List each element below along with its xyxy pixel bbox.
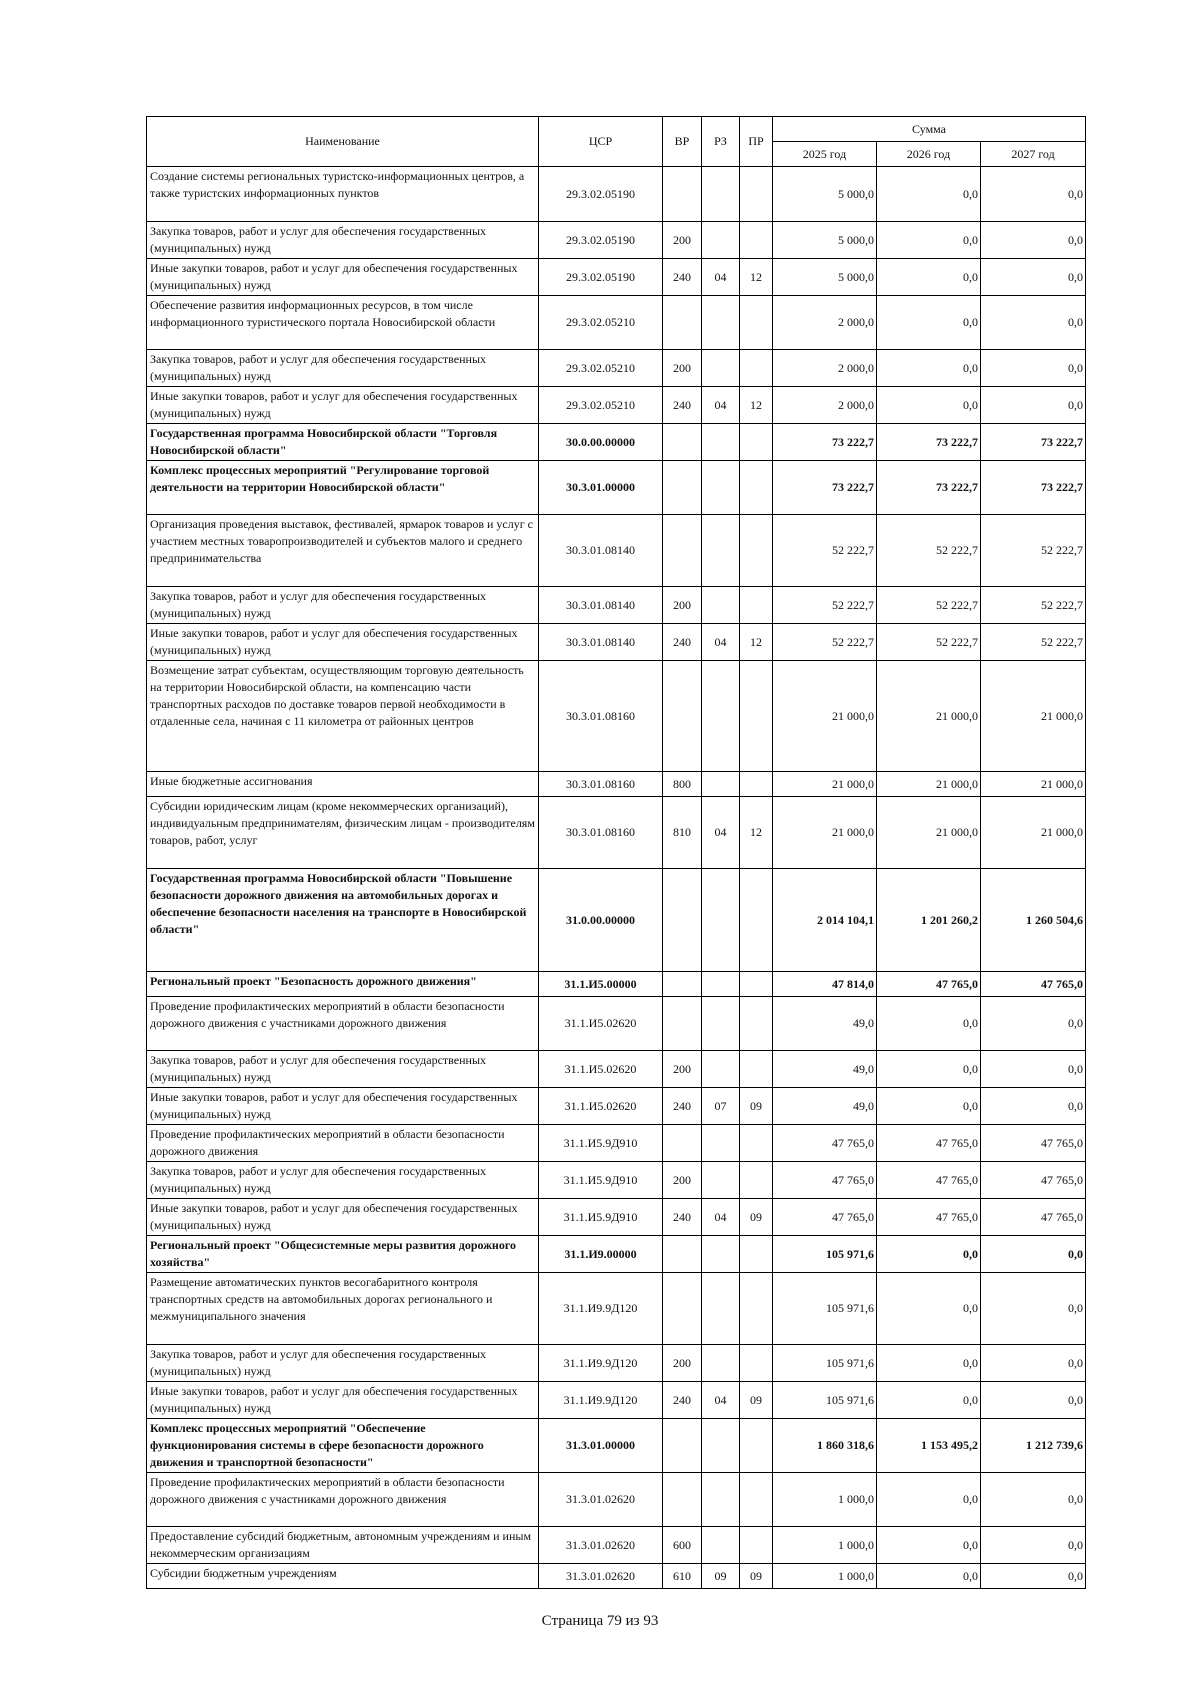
row-sum-2025: 47 765,0 <box>773 1125 877 1162</box>
row-sum-2025: 1 000,0 <box>773 1473 877 1527</box>
row-pr: 09 <box>740 1199 773 1236</box>
table-row <box>147 772 1086 797</box>
row-rz: 07 <box>702 1088 740 1125</box>
row-csr: 31.3.01.02620 <box>539 1527 663 1564</box>
row-sum-2026: 0,0 <box>877 1088 981 1125</box>
row-rz <box>702 972 740 997</box>
row-pr <box>740 997 773 1051</box>
row-pr <box>740 661 773 772</box>
row-pr <box>740 350 773 387</box>
row-sum-2025: 5 000,0 <box>773 259 877 296</box>
row-csr: 29.3.02.05190 <box>539 259 663 296</box>
row-sum-2027: 0,0 <box>981 997 1086 1051</box>
row-rz <box>702 461 740 515</box>
row-vr <box>663 461 702 515</box>
row-sum-2025: 52 222,7 <box>773 587 877 624</box>
row-pr <box>740 1473 773 1527</box>
row-pr <box>740 972 773 997</box>
row-csr: 29.3.02.05210 <box>539 296 663 350</box>
row-sum-2027: 0,0 <box>981 1564 1086 1589</box>
table-row <box>147 869 1086 972</box>
row-pr: 12 <box>740 624 773 661</box>
row-rz: 04 <box>702 797 740 869</box>
row-name: Проведение профилактических мероприятий в области безопасности дорожного движения с участниками дорожного движения <box>147 997 539 1051</box>
row-sum-2027: 0,0 <box>981 296 1086 350</box>
row-sum-2026: 0,0 <box>877 1527 981 1564</box>
row-pr: 09 <box>740 1564 773 1589</box>
row-vr <box>663 1273 702 1345</box>
row-name: Закупка товаров, работ и услуг для обеспечения государственных (муниципальных) нужд <box>147 1162 539 1199</box>
row-csr: 29.3.02.05190 <box>539 222 663 259</box>
row-name: Иные закупки товаров, работ и услуг для обеспечения государственных (муниципальных) нужд <box>147 1382 539 1419</box>
table-row <box>147 1382 1086 1419</box>
row-name: Возмещение затрат субъектам, осуществляющим торговую деятельность на территории Новосибирской области, на компенсацию части транспортных расходов по доставке товаров первой необходимости в отдаленные села, начиная с 11 километра от районных центров <box>147 661 539 772</box>
row-pr: 12 <box>740 797 773 869</box>
row-csr: 30.3.01.08160 <box>539 772 663 797</box>
budget-table-container <box>146 116 1085 1589</box>
row-sum-2027: 0,0 <box>981 1345 1086 1382</box>
row-sum-2027: 0,0 <box>981 387 1086 424</box>
row-sum-2027: 21 000,0 <box>981 797 1086 869</box>
row-sum-2025: 1 000,0 <box>773 1527 877 1564</box>
row-sum-2027: 0,0 <box>981 1527 1086 1564</box>
row-vr: 200 <box>663 1345 702 1382</box>
row-sum-2025: 73 222,7 <box>773 461 877 515</box>
row-sum-2025: 49,0 <box>773 1051 877 1088</box>
table-row <box>147 1473 1086 1527</box>
row-sum-2027: 21 000,0 <box>981 661 1086 772</box>
row-rz <box>702 1125 740 1162</box>
row-csr: 29.3.02.05190 <box>539 167 663 222</box>
row-name: Иные закупки товаров, работ и услуг для обеспечения государственных (муниципальных) нужд <box>147 624 539 661</box>
row-sum-2027: 1 260 504,6 <box>981 869 1086 972</box>
header-pr: ПР <box>740 117 773 167</box>
row-sum-2026: 0,0 <box>877 1345 981 1382</box>
row-sum-2025: 73 222,7 <box>773 424 877 461</box>
row-pr <box>740 1273 773 1345</box>
row-rz <box>702 1051 740 1088</box>
row-sum-2025: 2 000,0 <box>773 350 877 387</box>
row-csr: 31.1.И9.00000 <box>539 1236 663 1273</box>
row-rz <box>702 1162 740 1199</box>
row-sum-2026: 0,0 <box>877 1473 981 1527</box>
row-sum-2027: 0,0 <box>981 1051 1086 1088</box>
row-vr <box>663 972 702 997</box>
row-sum-2027: 52 222,7 <box>981 515 1086 587</box>
row-pr: 12 <box>740 387 773 424</box>
row-vr <box>663 1125 702 1162</box>
row-sum-2026: 52 222,7 <box>877 515 981 587</box>
row-vr: 810 <box>663 797 702 869</box>
row-pr <box>740 1051 773 1088</box>
row-rz <box>702 1236 740 1273</box>
row-pr: 12 <box>740 259 773 296</box>
row-name: Иные закупки товаров, работ и услуг для обеспечения государственных (муниципальных) нужд <box>147 259 539 296</box>
row-rz <box>702 772 740 797</box>
row-vr: 600 <box>663 1527 702 1564</box>
row-csr: 30.0.00.00000 <box>539 424 663 461</box>
row-sum-2025: 21 000,0 <box>773 797 877 869</box>
row-vr: 200 <box>663 350 702 387</box>
row-sum-2025: 49,0 <box>773 1088 877 1125</box>
row-sum-2026: 0,0 <box>877 387 981 424</box>
row-vr: 240 <box>663 1199 702 1236</box>
row-sum-2025: 105 971,6 <box>773 1382 877 1419</box>
row-sum-2027: 1 212 739,6 <box>981 1419 1086 1473</box>
row-name: Закупка товаров, работ и услуг для обеспечения государственных (муниципальных) нужд <box>147 1051 539 1088</box>
table-row <box>147 587 1086 624</box>
row-vr <box>663 997 702 1051</box>
row-name: Организация проведения выставок, фестивалей, ярмарок товаров и услуг с участием местных товаропроизводителей и субъектов малого и среднего предпринимательства <box>147 515 539 587</box>
row-pr <box>740 869 773 972</box>
row-sum-2025: 52 222,7 <box>773 624 877 661</box>
row-sum-2025: 47 765,0 <box>773 1199 877 1236</box>
row-csr: 31.1.И5.9Д910 <box>539 1125 663 1162</box>
row-vr <box>663 515 702 587</box>
table-row <box>147 1527 1086 1564</box>
row-csr: 31.1.И9.9Д120 <box>539 1273 663 1345</box>
page-number: Страница 79 из 93 <box>541 1613 659 1629</box>
row-vr: 240 <box>663 1382 702 1419</box>
row-vr <box>663 1473 702 1527</box>
row-sum-2025: 105 971,6 <box>773 1345 877 1382</box>
row-sum-2025: 47 814,0 <box>773 972 877 997</box>
row-vr: 200 <box>663 1162 702 1199</box>
table-row <box>147 1162 1086 1199</box>
row-sum-2025: 52 222,7 <box>773 515 877 587</box>
row-name: Иные закупки товаров, работ и услуг для обеспечения государственных (муниципальных) нужд <box>147 1199 539 1236</box>
row-rz: 04 <box>702 259 740 296</box>
row-name: Комплекс процессных мероприятий "Обеспечение функционирования системы в сфере безопасности дорожного движения и транспортной безопасности" <box>147 1419 539 1473</box>
row-sum-2027: 52 222,7 <box>981 587 1086 624</box>
row-rz <box>702 1473 740 1527</box>
row-pr <box>740 1419 773 1473</box>
row-sum-2026: 0,0 <box>877 1564 981 1589</box>
row-csr: 31.3.01.00000 <box>539 1419 663 1473</box>
row-sum-2025: 105 971,6 <box>773 1273 877 1345</box>
row-sum-2027: 73 222,7 <box>981 461 1086 515</box>
row-sum-2025: 1 860 318,6 <box>773 1419 877 1473</box>
row-csr: 31.1.И5.9Д910 <box>539 1199 663 1236</box>
row-rz <box>702 997 740 1051</box>
header-year-2025: 2025 год <box>773 142 877 167</box>
row-rz <box>702 350 740 387</box>
row-pr <box>740 1162 773 1199</box>
row-rz: 04 <box>702 624 740 661</box>
row-sum-2025: 5 000,0 <box>773 222 877 259</box>
row-sum-2026: 1 153 495,2 <box>877 1419 981 1473</box>
row-rz: 04 <box>702 1382 740 1419</box>
row-sum-2026: 0,0 <box>877 997 981 1051</box>
table-row <box>147 350 1086 387</box>
row-name: Размещение автоматических пунктов весогабаритного контроля транспортных средств на автомобильных дорогах регионального и межмуниципального значения <box>147 1273 539 1345</box>
row-sum-2027: 52 222,7 <box>981 624 1086 661</box>
row-vr: 610 <box>663 1564 702 1589</box>
row-csr: 31.3.01.02620 <box>539 1564 663 1589</box>
row-pr <box>740 461 773 515</box>
row-rz <box>702 1419 740 1473</box>
row-sum-2027: 0,0 <box>981 1382 1086 1419</box>
header-year-2026: 2026 год <box>877 142 981 167</box>
table-row <box>147 661 1086 772</box>
row-pr <box>740 772 773 797</box>
row-rz <box>702 869 740 972</box>
row-name: Предоставление субсидий бюджетным, автономным учреждениям и иным некоммерческим организациям <box>147 1527 539 1564</box>
row-sum-2025: 21 000,0 <box>773 772 877 797</box>
row-csr: 30.3.01.08140 <box>539 515 663 587</box>
table-row <box>147 1199 1086 1236</box>
row-pr: 09 <box>740 1088 773 1125</box>
row-name: Закупка товаров, работ и услуг для обеспечения государственных (муниципальных) нужд <box>147 587 539 624</box>
row-pr <box>740 1236 773 1273</box>
row-vr <box>663 1419 702 1473</box>
table-row <box>147 1125 1086 1162</box>
table-row <box>147 1236 1086 1273</box>
row-name: Государственная программа Новосибирской области "Повышение безопасности дорожного движения на автомобильных дорогах и обеспечение безопасности населения на транспорте в Новосибирской области" <box>147 869 539 972</box>
row-csr: 29.3.02.05210 <box>539 387 663 424</box>
row-sum-2026: 21 000,0 <box>877 772 981 797</box>
row-sum-2027: 47 765,0 <box>981 1125 1086 1162</box>
row-csr: 30.3.01.08140 <box>539 587 663 624</box>
row-vr: 200 <box>663 222 702 259</box>
row-rz <box>702 587 740 624</box>
row-vr <box>663 424 702 461</box>
row-rz <box>702 296 740 350</box>
table-row <box>147 972 1086 997</box>
row-vr: 240 <box>663 624 702 661</box>
row-csr: 31.1.И9.9Д120 <box>539 1382 663 1419</box>
row-csr: 31.1.И9.9Д120 <box>539 1345 663 1382</box>
table-body <box>147 167 1086 1589</box>
row-sum-2027: 47 765,0 <box>981 1199 1086 1236</box>
row-csr: 30.3.01.08140 <box>539 624 663 661</box>
row-csr: 31.1.И5.02620 <box>539 1088 663 1125</box>
row-sum-2027: 0,0 <box>981 1473 1086 1527</box>
row-csr: 31.0.00.00000 <box>539 869 663 972</box>
row-csr: 31.3.01.02620 <box>539 1473 663 1527</box>
row-sum-2027: 73 222,7 <box>981 424 1086 461</box>
row-sum-2027: 0,0 <box>981 350 1086 387</box>
row-sum-2025: 2 000,0 <box>773 387 877 424</box>
table-header <box>147 117 1086 167</box>
row-name: Комплекс процессных мероприятий "Регулирование торговой деятельности на территории Новосибирской области" <box>147 461 539 515</box>
row-csr: 30.3.01.08160 <box>539 797 663 869</box>
row-sum-2026: 73 222,7 <box>877 424 981 461</box>
table-row <box>147 797 1086 869</box>
row-pr <box>740 296 773 350</box>
row-rz <box>702 167 740 222</box>
row-name: Закупка товаров, работ и услуг для обеспечения государственных (муниципальных) нужд <box>147 350 539 387</box>
row-rz <box>702 222 740 259</box>
header-csr: ЦСР <box>539 117 663 167</box>
row-vr <box>663 167 702 222</box>
row-sum-2027: 47 765,0 <box>981 972 1086 997</box>
row-rz <box>702 1273 740 1345</box>
table-row <box>147 461 1086 515</box>
row-name: Закупка товаров, работ и услуг для обеспечения государственных (муниципальных) нужд <box>147 222 539 259</box>
row-sum-2027: 0,0 <box>981 222 1086 259</box>
row-vr <box>663 661 702 772</box>
row-csr: 31.1.И5.9Д910 <box>539 1162 663 1199</box>
row-csr: 29.3.02.05210 <box>539 350 663 387</box>
row-sum-2025: 2 014 104,1 <box>773 869 877 972</box>
row-vr <box>663 1236 702 1273</box>
header-name: Наименование <box>147 117 539 167</box>
table-row <box>147 515 1086 587</box>
row-vr: 240 <box>663 387 702 424</box>
row-sum-2026: 47 765,0 <box>877 1199 981 1236</box>
header-sum: Сумма <box>773 117 1086 142</box>
row-name: Региональный проект "Безопасность дорожного движения" <box>147 972 539 997</box>
row-csr: 31.1.И5.00000 <box>539 972 663 997</box>
table-row <box>147 296 1086 350</box>
row-sum-2027: 0,0 <box>981 167 1086 222</box>
row-name: Проведение профилактических мероприятий в области безопасности дорожного движения с участниками дорожного движения <box>147 1473 539 1527</box>
row-sum-2025: 47 765,0 <box>773 1162 877 1199</box>
row-sum-2026: 52 222,7 <box>877 624 981 661</box>
row-sum-2026: 21 000,0 <box>877 797 981 869</box>
row-csr: 31.1.И5.02620 <box>539 1051 663 1088</box>
row-sum-2027: 21 000,0 <box>981 772 1086 797</box>
table-row <box>147 997 1086 1051</box>
row-sum-2026: 52 222,7 <box>877 587 981 624</box>
row-sum-2026: 21 000,0 <box>877 661 981 772</box>
row-sum-2027: 0,0 <box>981 1088 1086 1125</box>
row-vr <box>663 869 702 972</box>
row-vr: 200 <box>663 1051 702 1088</box>
row-sum-2025: 2 000,0 <box>773 296 877 350</box>
row-sum-2025: 5 000,0 <box>773 167 877 222</box>
row-sum-2027: 0,0 <box>981 259 1086 296</box>
row-rz <box>702 515 740 587</box>
row-vr: 800 <box>663 772 702 797</box>
row-rz <box>702 1527 740 1564</box>
row-name: Иные бюджетные ассигнования <box>147 772 539 797</box>
row-sum-2026: 47 765,0 <box>877 1125 981 1162</box>
row-name: Субсидии юридическим лицам (кроме некоммерческих организаций), индивидуальным предпринимателям, физическим лицам - производителям товаров, работ, услуг <box>147 797 539 869</box>
row-sum-2026: 47 765,0 <box>877 1162 981 1199</box>
table-row <box>147 222 1086 259</box>
table-row <box>147 1088 1086 1125</box>
table-row <box>147 1345 1086 1382</box>
row-sum-2025: 1 000,0 <box>773 1564 877 1589</box>
row-pr: 09 <box>740 1382 773 1419</box>
table-row <box>147 259 1086 296</box>
row-vr <box>663 296 702 350</box>
row-vr: 240 <box>663 259 702 296</box>
table-row <box>147 1564 1086 1589</box>
row-sum-2027: 0,0 <box>981 1273 1086 1345</box>
row-rz <box>702 661 740 772</box>
table-row <box>147 387 1086 424</box>
row-sum-2026: 0,0 <box>877 1051 981 1088</box>
table-row <box>147 424 1086 461</box>
row-pr <box>740 222 773 259</box>
table-row <box>147 1419 1086 1473</box>
row-pr <box>740 1125 773 1162</box>
row-pr <box>740 167 773 222</box>
row-vr: 200 <box>663 587 702 624</box>
budget-table <box>146 116 1086 1589</box>
row-sum-2026: 0,0 <box>877 350 981 387</box>
row-sum-2027: 47 765,0 <box>981 1162 1086 1199</box>
row-name: Региональный проект "Общесистемные меры развития дорожного хозяйства" <box>147 1236 539 1273</box>
table-row <box>147 167 1086 222</box>
row-sum-2026: 0,0 <box>877 1236 981 1273</box>
row-sum-2026: 0,0 <box>877 1273 981 1345</box>
row-sum-2026: 0,0 <box>877 259 981 296</box>
row-pr <box>740 1527 773 1564</box>
row-csr: 30.3.01.08160 <box>539 661 663 772</box>
row-sum-2026: 73 222,7 <box>877 461 981 515</box>
row-vr: 240 <box>663 1088 702 1125</box>
row-csr: 31.1.И5.02620 <box>539 997 663 1051</box>
table-row <box>147 624 1086 661</box>
row-pr <box>740 1345 773 1382</box>
row-pr <box>740 424 773 461</box>
row-sum-2026: 0,0 <box>877 222 981 259</box>
row-rz: 09 <box>702 1564 740 1589</box>
row-sum-2026: 47 765,0 <box>877 972 981 997</box>
row-name: Создание системы региональных туристско-информационных центров, а также туристских информационных пунктов <box>147 167 539 222</box>
header-vr: ВР <box>663 117 702 167</box>
table-row <box>147 1273 1086 1345</box>
row-pr <box>740 587 773 624</box>
row-rz <box>702 1345 740 1382</box>
row-sum-2025: 21 000,0 <box>773 661 877 772</box>
row-sum-2025: 49,0 <box>773 997 877 1051</box>
row-name: Государственная программа Новосибирской области "Торговля Новосибирской области" <box>147 424 539 461</box>
header-rz: РЗ <box>702 117 740 167</box>
row-rz: 04 <box>702 387 740 424</box>
row-sum-2026: 0,0 <box>877 1382 981 1419</box>
row-rz: 04 <box>702 1199 740 1236</box>
row-rz <box>702 424 740 461</box>
row-sum-2026: 1 201 260,2 <box>877 869 981 972</box>
row-sum-2026: 0,0 <box>877 167 981 222</box>
row-sum-2025: 105 971,6 <box>773 1236 877 1273</box>
row-name: Обеспечение развития информационных ресурсов, в том числе информационного туристического портала Новосибирской области <box>147 296 539 350</box>
row-name: Закупка товаров, работ и услуг для обеспечения государственных (муниципальных) нужд <box>147 1345 539 1382</box>
row-name: Иные закупки товаров, работ и услуг для обеспечения государственных (муниципальных) нужд <box>147 387 539 424</box>
row-sum-2027: 0,0 <box>981 1236 1086 1273</box>
row-name: Проведение профилактических мероприятий в области безопасности дорожного движения <box>147 1125 539 1162</box>
header-year-2027: 2027 год <box>981 142 1086 167</box>
table-row <box>147 1051 1086 1088</box>
row-name: Субсидии бюджетным учреждениям <box>147 1564 539 1589</box>
row-sum-2026: 0,0 <box>877 296 981 350</box>
row-csr: 30.3.01.00000 <box>539 461 663 515</box>
row-name: Иные закупки товаров, работ и услуг для обеспечения государственных (муниципальных) нужд <box>147 1088 539 1125</box>
row-pr <box>740 515 773 587</box>
